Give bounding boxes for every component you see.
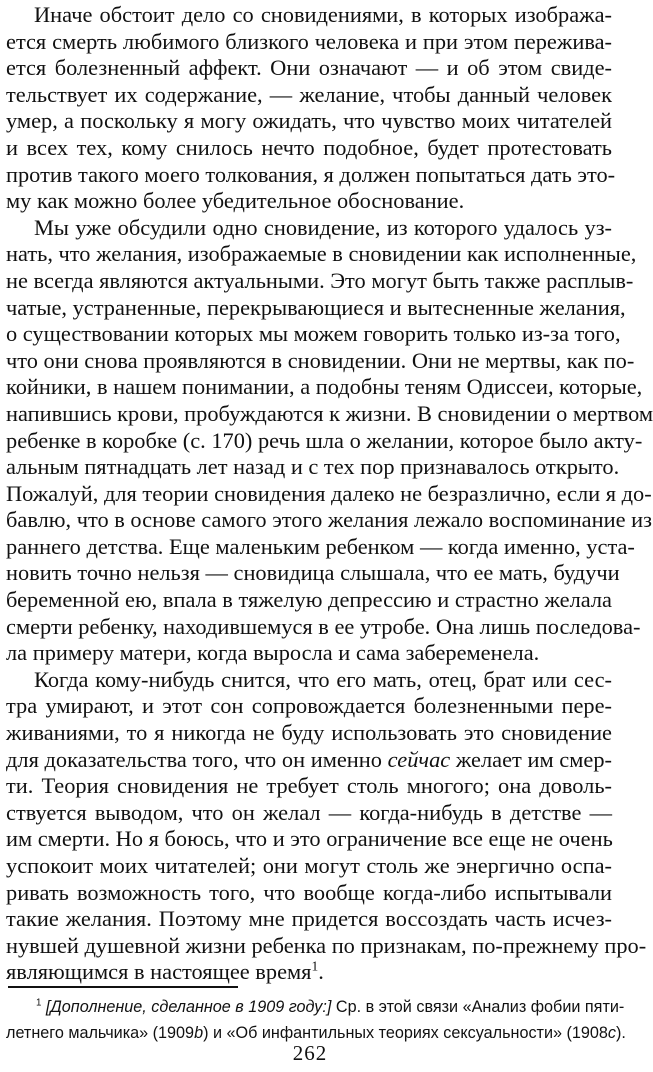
text-line: смерти ребенку, находившемуся в ее утробе. Она лишь последова- xyxy=(6,613,641,639)
paragraph-1 xyxy=(6,2,616,215)
text-line: не всегда являются актуальными. Это могут быть также расплыв- xyxy=(6,267,634,293)
footnote-line xyxy=(6,994,625,1020)
text-line: Пожалуй, для теории сновидения далеко не безразлично, если я до- xyxy=(6,480,652,506)
text-line: ется смерть любимого близкого человека и при этом пережива- xyxy=(6,28,612,54)
text-line: напившись крови, пробуждаются к жизни. В сновидении о мертвом xyxy=(6,400,653,426)
footnote xyxy=(6,994,626,1046)
page-number: 262 xyxy=(292,1041,328,1065)
text-line: койники, в нашем понимании, а подобны теням Одиссеи, которые, xyxy=(6,374,643,400)
text-line: нувшей душевной жизни ребенка по признакам, по-прежнему про- xyxy=(6,932,647,958)
text-line: тельствует их содержание, — желание, чтобы данный человек xyxy=(6,81,612,107)
text-line: ребенке в коробке (с. 170) речь шла о желании, которое было акту- xyxy=(6,427,643,453)
text-line: новить точно нельзя — сновидица слышала, что ее мать, будучи xyxy=(6,560,620,586)
text-line: Иначе обстоит дело со сновидениями, в которых изобража- xyxy=(34,2,612,27)
text-line: являющимся в настоящее время$^1$. xyxy=(6,958,324,985)
text-line: нать, что желания, изображаемые в сновидении как исполненные, xyxy=(6,241,637,267)
text-segment: c xyxy=(607,1024,616,1042)
text-line: бавлю, что в основе самого этого желания лежало воспоминание из xyxy=(6,507,652,533)
text-segment: Ср. в этой связи «Анализ фобии пяти- xyxy=(331,998,625,1016)
text-line: Мы уже обсудили одно сновидение, из которого удалось уз- xyxy=(34,214,612,240)
text-line: Когда кому-нибудь снится, что его мать, отец, брат или сес- xyxy=(34,666,612,692)
text-line: и всех тех, кому снилось нечто подобное, будет протестовать xyxy=(6,134,612,160)
text-line: умер, а поскольку я могу ожидать, что чувство моих читателей xyxy=(6,108,612,134)
text-line: против такого моего толкования, я должен попытаться дать это- xyxy=(6,161,616,187)
text-segment: ) и «Об инфантильных теориях сексуальности» (1908 xyxy=(203,1024,608,1042)
text-line: тра умирают, и этот сон сопровождается болезненными пере- xyxy=(6,693,612,719)
text-segment: для доказательства того, что он именно xyxy=(6,746,388,772)
text-line: что они снова проявляются в сновидении. Они не мертвы, как по- xyxy=(6,347,635,373)
paragraph-3 xyxy=(6,666,647,986)
text-line: успокоит моих читателей; они могут столь же энергично оспа- xyxy=(6,853,612,878)
footnote-number: 1 xyxy=(36,997,42,1009)
text-line: альным пятнадцать лет назад и с тех пор признавалось открыто. xyxy=(6,454,620,480)
body-text xyxy=(6,2,653,986)
text-line: ривать возможность того, что вообще когда-либо испытывали xyxy=(6,879,612,905)
text-line: ется болезненный аффект. Они означают — и об этом свиде- xyxy=(6,55,612,81)
text-line: ти. Теория сновидения не требует столь многого; она доволь- xyxy=(6,773,612,799)
emphasis-word: сейчас xyxy=(387,746,451,772)
paragraph-2 xyxy=(6,214,653,667)
text-line: такие желания. Поэтому мне придется воссоздать часть исчез- xyxy=(6,906,612,932)
text-line: беременной ею, впала в тяжелую депрессию и страстно желала xyxy=(6,587,612,613)
text-line: ла примеру матери, когда выросла и сама забеременела. xyxy=(6,640,540,666)
text-segment: являющимся в настоящее время xyxy=(6,959,312,985)
text-line: чатые, устраненные, перекрывающиеся и вытесненные желания, xyxy=(6,294,626,320)
footnote-divider xyxy=(8,986,238,988)
footnote-marker[interactable]: 1 xyxy=(311,958,319,974)
text-line: му как можно более убедительное обоснование. xyxy=(6,188,465,214)
text-segment: летнего мальчика» (1909 xyxy=(6,1024,195,1042)
text-segment: b xyxy=(194,1024,204,1042)
text-line: живаниями, то я никогда не буду использовать это сновидение xyxy=(6,720,612,746)
text-line: ствуется выводом, что он желал — когда-нибудь в детстве — xyxy=(6,799,612,825)
text-segment: ). xyxy=(616,1024,626,1042)
text-line: им смерти. Но я боюсь, что и это ограничение все еще не очень xyxy=(6,826,613,852)
text-line xyxy=(6,747,612,774)
footnote-italic: [Дополнение, сделанное в 1909 году:] xyxy=(45,998,332,1016)
text-line: о существовании которых мы можем говорить только из-за того, xyxy=(6,321,621,347)
text-line: раннего детства. Еще маленьким ребенком — когда именно, уста- xyxy=(6,533,635,559)
text-segment: желает им смер- xyxy=(450,746,612,772)
